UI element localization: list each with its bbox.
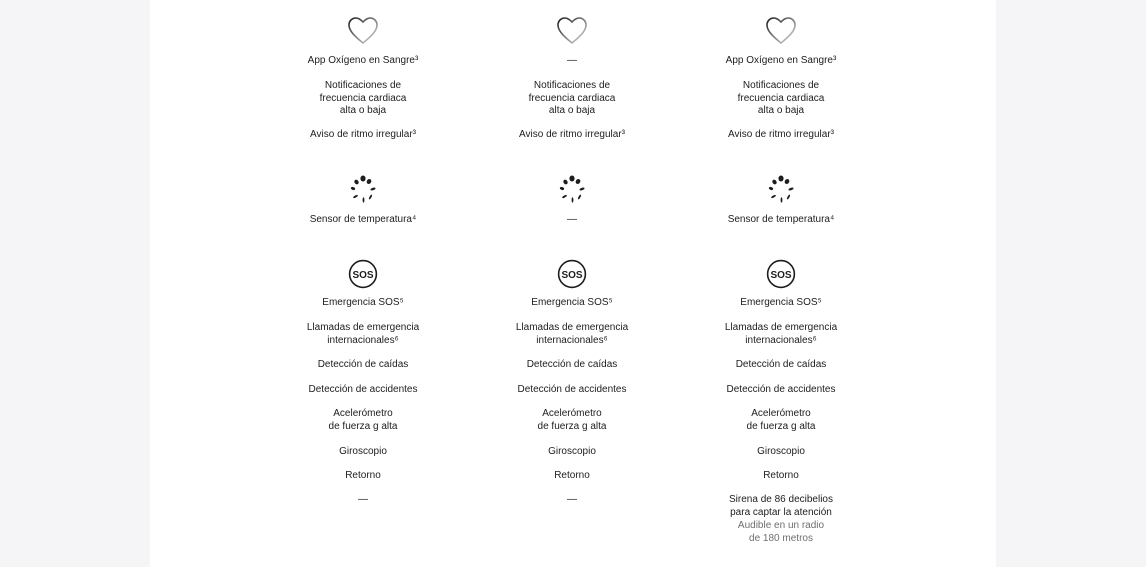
- feature-crash-detection: Detección de accidentes: [517, 384, 627, 395]
- feature-emergency-sos: Emergencia SOS⁵: [740, 297, 822, 308]
- feature-backtrack: Retorno: [345, 470, 381, 481]
- feature-fall-detection: Detección de caídas: [526, 359, 618, 370]
- feature-heart-rate-notifications: Notificaciones de frecuencia cardiaca alta o baja: [528, 80, 616, 117]
- temperature-sensor-icon: [472, 174, 672, 206]
- heart-icon: [472, 16, 672, 46]
- sos-icon: [681, 259, 881, 289]
- sos-icon-label: SOS: [561, 269, 583, 281]
- feature-blood-oxygen: App Oxígeno en Sangre³: [725, 55, 837, 66]
- feature-gyroscope: Giroscopio: [757, 446, 805, 457]
- feature-temperature-sensor: —: [567, 214, 577, 225]
- comparison-page: [150, 0, 996, 567]
- feature-backtrack: Retorno: [763, 470, 799, 481]
- feature-accelerometer: Acelerómetro de fuerza g alta: [328, 408, 398, 432]
- temperature-sensor-icon: [681, 174, 881, 206]
- feature-irregular-rhythm: Aviso de ritmo irregular³: [310, 129, 416, 140]
- feature-emergency-sos: Emergencia SOS⁵: [322, 297, 404, 308]
- feature-heart-rate-notifications: Notificaciones de frecuencia cardiaca alta o baja: [737, 80, 825, 117]
- feature-blood-oxygen: —: [567, 55, 577, 66]
- feature-irregular-rhythm: Aviso de ritmo irregular³: [728, 129, 834, 140]
- feature-crash-detection: Detección de accidentes: [308, 384, 418, 395]
- feature-crash-detection: Detección de accidentes: [726, 384, 836, 395]
- heart-icon: [681, 16, 881, 46]
- feature-gyroscope: Giroscopio: [339, 446, 387, 457]
- feature-temperature-sensor: Sensor de temperatura⁴: [727, 214, 835, 225]
- sos-icon-label: SOS: [770, 269, 792, 281]
- feature-international-calls: Llamadas de emergencia internacionales⁶: [306, 322, 420, 346]
- sos-icon: [263, 259, 463, 289]
- feature-gyroscope: Giroscopio: [548, 446, 596, 457]
- feature-fall-detection: Detección de caídas: [317, 359, 409, 370]
- feature-fall-detection: Detección de caídas: [735, 359, 827, 370]
- heart-icon: [263, 16, 463, 46]
- feature-siren: Sirena de 86 decibelios para captar la atención: [729, 494, 833, 518]
- feature-blood-oxygen: App Oxígeno en Sangre³: [307, 55, 419, 66]
- feature-backtrack: Retorno: [554, 470, 590, 481]
- feature-accelerometer: Acelerómetro de fuerza g alta: [537, 408, 607, 432]
- feature-siren-note: Audible en un radio de 180 metros: [737, 520, 825, 544]
- feature-international-calls: Llamadas de emergencia internacionales⁶: [724, 322, 838, 346]
- feature-heart-rate-notifications: Notificaciones de frecuencia cardiaca alta o baja: [319, 80, 407, 117]
- feature-siren: —: [567, 494, 577, 505]
- feature-irregular-rhythm: Aviso de ritmo irregular³: [519, 129, 625, 140]
- feature-emergency-sos: Emergencia SOS⁵: [531, 297, 613, 308]
- feature-temperature-sensor: Sensor de temperatura⁴: [309, 214, 417, 225]
- sos-icon-label: SOS: [352, 269, 374, 281]
- temperature-sensor-icon: [263, 174, 463, 206]
- feature-accelerometer: Acelerómetro de fuerza g alta: [746, 408, 816, 432]
- feature-international-calls: Llamadas de emergencia internacionales⁶: [515, 322, 629, 346]
- feature-siren: —: [358, 494, 368, 505]
- sos-icon: [472, 259, 672, 289]
